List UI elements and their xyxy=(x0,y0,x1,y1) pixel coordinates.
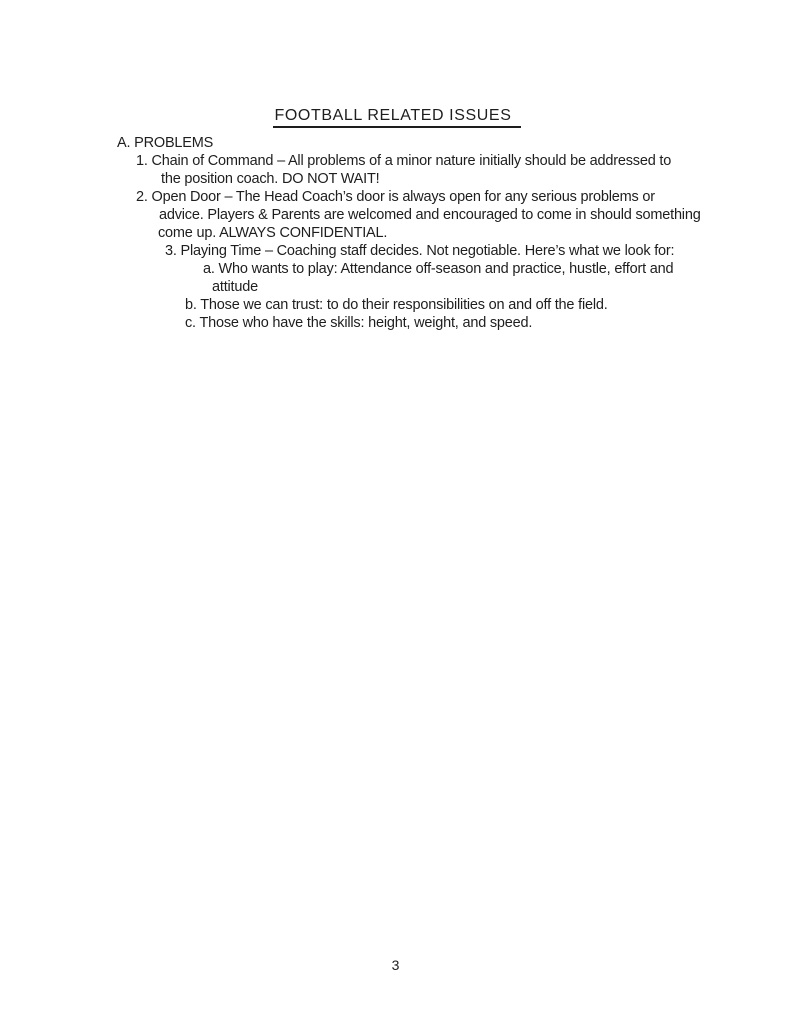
section-heading: A. PROBLEMS xyxy=(117,135,214,151)
list-item-1-line-1: 1. Chain of Command – All problems of a minor nature initially should be addressed to xyxy=(136,153,672,169)
list-item-2-line-1: 2. Open Door – The Head Coach’s door is always open for any serious problems or xyxy=(136,189,655,205)
list-item-2-line-2: advice. Players & Parents are welcomed and encouraged to come in should something xyxy=(159,207,701,223)
list-item-2-line-3: come up. ALWAYS CONFIDENTIAL. xyxy=(158,225,388,241)
list-subitem-b: b. Those we can trust: to do their responsibilities on and off the field. xyxy=(185,297,608,313)
document-content xyxy=(117,106,701,332)
document-title-text: FOOTBALL RELATED ISSUES xyxy=(273,106,522,128)
list-subitem-c: c. Those who have the skills: height, weight, and speed. xyxy=(185,315,533,331)
document-title xyxy=(117,106,677,128)
page-number: 3 xyxy=(391,957,400,973)
list-item-1-line-2: the position coach. DO NOT WAIT! xyxy=(161,171,380,187)
list-subitem-a-line-1: a. Who wants to play: Attendance off-season and practice, hustle, effort and xyxy=(203,261,674,277)
list-subitem-a-line-2: attitude xyxy=(212,279,258,295)
list-item-3-line-1: 3. Playing Time – Coaching staff decides. Not negotiable. Here’s what we look for: xyxy=(165,243,675,259)
